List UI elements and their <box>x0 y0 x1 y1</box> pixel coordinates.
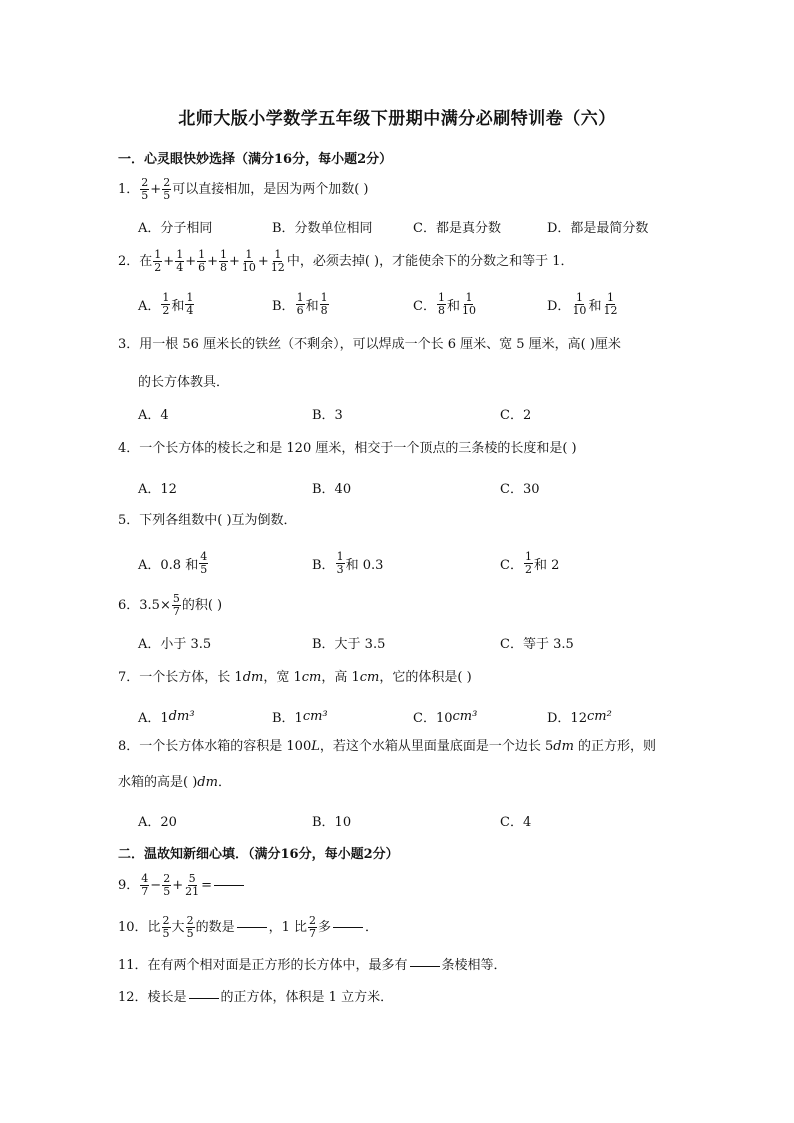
question-10: 10．比 $\frac{2}{5}$ 大 $\frac{2}{5}$ 的数是 ，1 比 $\frac{2}{7}$ 多 ． <box>118 913 379 940</box>
question-5: 5．下列各组数中( )互为倒数． <box>118 513 297 528</box>
q11-answer-blank[interactable] <box>410 965 440 967</box>
q2-frac-1: $\frac{1}{2}$ <box>154 247 162 274</box>
q5-option-b[interactable]: B． $\frac{1}{3}$ 和 0.3 <box>312 549 384 576</box>
question-9: 9． $\frac{4}{7}$ − $\frac{2}{5}$ + $\frac{5}{21}$ = <box>118 870 246 900</box>
q8-options <box>138 806 738 834</box>
q2-lead: 2．在 <box>118 253 153 269</box>
q4-option-b[interactable]: B．40 <box>312 481 352 497</box>
q3-option-a[interactable]: A．4 <box>138 407 169 423</box>
q1-option-a[interactable]: A．分子相同 <box>138 220 213 236</box>
q4-options <box>138 473 738 501</box>
question-3-line-2: 的长方体教具． <box>138 375 230 390</box>
q6-option-b[interactable]: B．大于 3.5 <box>312 636 386 652</box>
q2-option-c[interactable]: C． $\frac{1}{8}$ 和 $\frac{1}{10}$ <box>413 290 476 317</box>
q3-options <box>138 399 738 427</box>
q6-option-c[interactable]: C．等于 3.5 <box>500 636 574 652</box>
question-8-line-1: 8．一个长方体水箱的容积是 100L，若这个水箱从里面量底面是一个边长 5dm 的正方形，则 <box>118 739 657 754</box>
q7-option-d[interactable]: D．12 cm² <box>547 708 612 726</box>
q5-option-a[interactable]: A．0.8 和 $\frac{4}{5}$ <box>138 549 208 576</box>
q3-option-c[interactable]: C．2 <box>500 407 532 423</box>
q2-frac-4: $\frac{1}{8}$ <box>220 247 227 274</box>
question-4: 4．一个长方体的棱长之和是 120 厘米，相交于一个顶点的三条棱的长度和是( ) <box>118 441 577 456</box>
q1-fraction-1: $\frac{2}{5}$ <box>141 175 149 202</box>
q2-text: 中，必须去掉( )，才能使余下的分数之和等于 1． <box>286 253 574 269</box>
q6-options <box>138 628 738 656</box>
q7-option-c[interactable]: C．10 cm³ <box>413 708 478 726</box>
question-11: 11．在有两个相对面是正方形的长方体中，最多有 条棱相等． <box>118 958 507 973</box>
q6-fraction: $\frac{5}{7}$ <box>172 591 180 618</box>
q1-option-d[interactable]: D．都是最简分数 <box>547 220 649 236</box>
q7-options <box>138 702 738 730</box>
q2-option-d[interactable]: D． $\frac{1}{10}$ 和 $\frac{1}{12}$ <box>547 290 618 317</box>
q4-option-a[interactable]: A．12 <box>138 481 177 497</box>
q10-answer-blank-2[interactable] <box>333 926 363 928</box>
section-1-heading: 一．心灵眼快妙选择（满分16分，每小题2分） <box>118 152 393 167</box>
q2-frac-6: $\frac{1}{12}$ <box>270 247 285 274</box>
q12-answer-blank[interactable] <box>189 997 219 999</box>
q2-frac-2: $\frac{1}{4}$ <box>176 247 184 274</box>
q7-option-b[interactable]: B．1 cm³ <box>272 708 328 726</box>
q1-option-b[interactable]: B．分数单位相同 <box>272 220 373 236</box>
q4-option-c[interactable]: C．30 <box>500 481 540 497</box>
q1-fraction-2: $\frac{2}{5}$ <box>163 175 171 202</box>
q2-option-a[interactable]: A． $\frac{1}{2}$ 和 $\frac{1}{4}$ <box>138 290 194 317</box>
q8-option-c[interactable]: C．4 <box>500 814 532 830</box>
question-1 <box>118 174 368 204</box>
q1-option-c[interactable]: C．都是真分数 <box>413 220 501 236</box>
q10-answer-blank-1[interactable] <box>237 926 267 928</box>
q6-option-a[interactable]: A．小于 3.5 <box>138 636 212 652</box>
question-12: 12．棱长是 的正方体，体积是 1 立方米． <box>118 990 394 1005</box>
question-2: 2．在 $\frac{1}{2}$ + $\frac{1}{4}$ + $\frac{1}{6}$ + $\frac{1}{8}$ + $\frac{1}{10}$ + $\frac{1}{12}$ 中，必须去掉( )，才能使余下的分数之和等于 1． <box>118 247 574 274</box>
q7-option-a[interactable]: A．1 dm³ <box>138 708 195 726</box>
question-6: 6．3.5× $\frac{5}{7}$ 的积( ) <box>118 591 223 618</box>
q3-option-b[interactable]: B．3 <box>312 407 343 423</box>
q5-options <box>138 549 738 577</box>
q2-options <box>138 290 738 318</box>
section-2-heading: 二．温故知新细心填．（满分16分，每小题2分） <box>118 847 399 862</box>
q2-frac-5: $\frac{1}{10}$ <box>241 247 256 274</box>
question-8-line-2: 水箱的高是( )dm． <box>118 775 231 790</box>
q1-text: 可以直接相加，是因为两个加数( ) <box>172 181 369 197</box>
q1-plus: + <box>150 181 162 197</box>
q2-frac-3: $\frac{1}{6}$ <box>198 247 206 274</box>
q1-options <box>138 212 738 240</box>
page-title: 北师大版小学数学五年级下册期中满分必刷特训卷（六） <box>178 109 616 129</box>
q2-option-b[interactable]: B． $\frac{1}{6}$ 和 $\frac{1}{8}$ <box>272 290 328 317</box>
q1-number: 1． <box>118 181 140 197</box>
q8-option-a[interactable]: A．20 <box>138 814 177 830</box>
q9-answer-blank[interactable] <box>214 884 244 886</box>
q8-option-b[interactable]: B．10 <box>312 814 352 830</box>
q5-option-c[interactable]: C． $\frac{1}{2}$ 和 2 <box>500 549 560 576</box>
question-7: 7．一个长方体，长 1dm，宽 1cm，高 1cm，它的体积是( ) <box>118 670 472 685</box>
question-3-line-1: 3．用一根 56 厘米长的铁丝（不剩余），可以焊成一个长 6 厘米、宽 5 厘米，高( )厘米 <box>118 337 621 352</box>
